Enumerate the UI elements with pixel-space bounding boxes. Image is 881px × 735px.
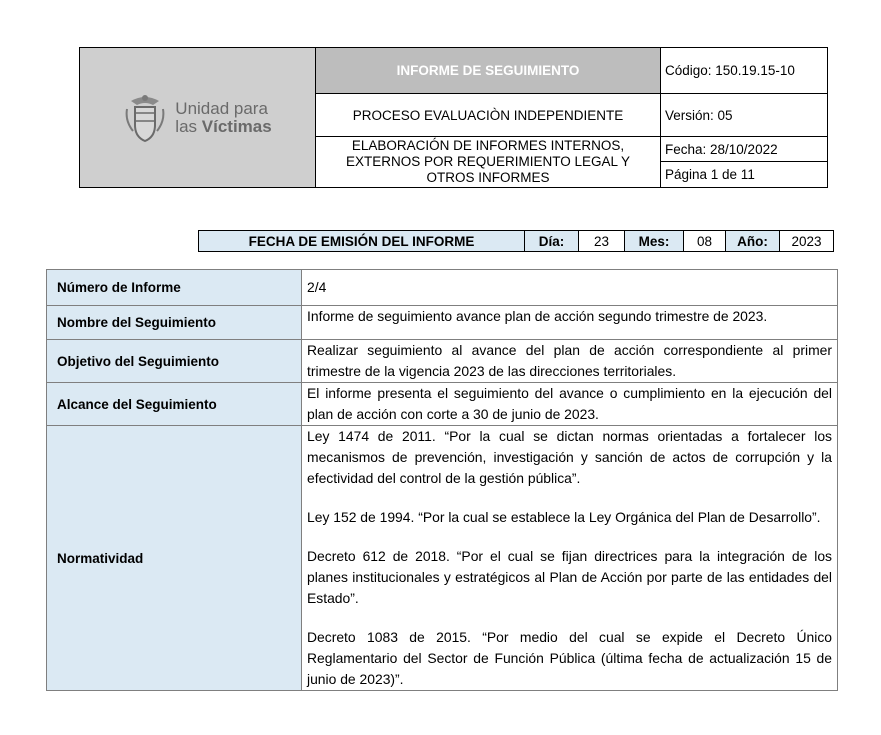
norma-item: Decreto 612 de 2018. “Por el cual se fijan directrices para la integración de los planes institucionales y estratégicos al Plan de Acción por parte de las entidades del Estado”. xyxy=(307,548,832,606)
coat-of-arms-icon xyxy=(123,91,167,145)
elaboracion: ELABORACIÓN DE INFORMES INTERNOS, EXTERNOS POR REQUERIMIENTO LEGAL Y OTROS INFORMES xyxy=(316,137,661,188)
seguimiento-table xyxy=(46,269,838,691)
document-title: INFORME DE SEGUIMIENTO xyxy=(316,48,661,94)
proceso: PROCESO EVALUACIÒN INDEPENDIENTE xyxy=(316,94,661,137)
nombre-label: Nombre del Seguimiento xyxy=(47,306,302,340)
alcance-value: El informe presenta el seguimiento del avance o cumplimiento en la ejecución del plan de acción con corte a 30 de junio de 2023. xyxy=(302,383,838,426)
anio-value: 2023 xyxy=(780,231,834,252)
unidad-victimas-logo xyxy=(80,91,315,145)
codigo: Código: 150.19.15-10 xyxy=(661,48,828,94)
fecha: Fecha: 28/10/2022 xyxy=(661,137,827,162)
mes-value: 08 xyxy=(684,231,726,252)
numero-label: Número de Informe xyxy=(47,270,302,306)
objetivo-value: Realizar seguimiento al avance del plan de acción correspondiente al primer trimestre de la vigencia 2023 de las direcciones territoriales. xyxy=(302,340,838,383)
objetivo-label: Objetivo del Seguimiento xyxy=(47,340,302,383)
fecha-emision-label: FECHA DE EMISIÓN DEL INFORME xyxy=(199,231,525,252)
normatividad-value xyxy=(302,426,838,691)
version: Versión: 05 xyxy=(661,94,828,137)
norma-item: Ley 1474 de 2011. “Por la cual se dictan normas orientadas a fortalecer los mecanismos de prevención, investigación y sanción de actos de corrupción y la efectividad del control de la gestión pública”. xyxy=(307,428,832,486)
norma-item: Ley 152 de 1994. “Por la cual se establece la Ley Orgánica del Plan de Desarrollo”. xyxy=(307,509,821,525)
document-header xyxy=(79,47,828,188)
normatividad-label: Normatividad xyxy=(47,426,302,691)
mes-label: Mes: xyxy=(625,231,684,252)
norma-item: Decreto 1083 de 2015. “Por medio del cual se expide el Decreto Único Reglamentario del Sector de Función Pública (última fecha de actualización 15 de junio de 2023)”. xyxy=(307,629,832,687)
nombre-value: Informe de seguimiento avance plan de acción segundo trimestre de 2023. xyxy=(302,306,838,340)
logo-text-line2b: Víctimas xyxy=(201,116,272,136)
logo-text-line2a: las xyxy=(175,116,202,136)
table-row xyxy=(47,383,838,426)
logo-text-line1: Unidad para xyxy=(175,98,268,118)
table-row xyxy=(47,426,838,691)
fecha-emision-table xyxy=(198,230,834,252)
dia-label: Día: xyxy=(525,231,579,252)
logo-cell xyxy=(80,48,316,188)
anio-label: Año: xyxy=(726,231,780,252)
table-row xyxy=(47,306,838,340)
alcance-label: Alcance del Seguimiento xyxy=(47,383,302,426)
pagina: Página 1 de 11 xyxy=(665,167,755,182)
table-row xyxy=(47,340,838,383)
table-row xyxy=(47,270,838,306)
dia-value: 23 xyxy=(579,231,625,252)
numero-value: 2/4 xyxy=(302,270,838,306)
